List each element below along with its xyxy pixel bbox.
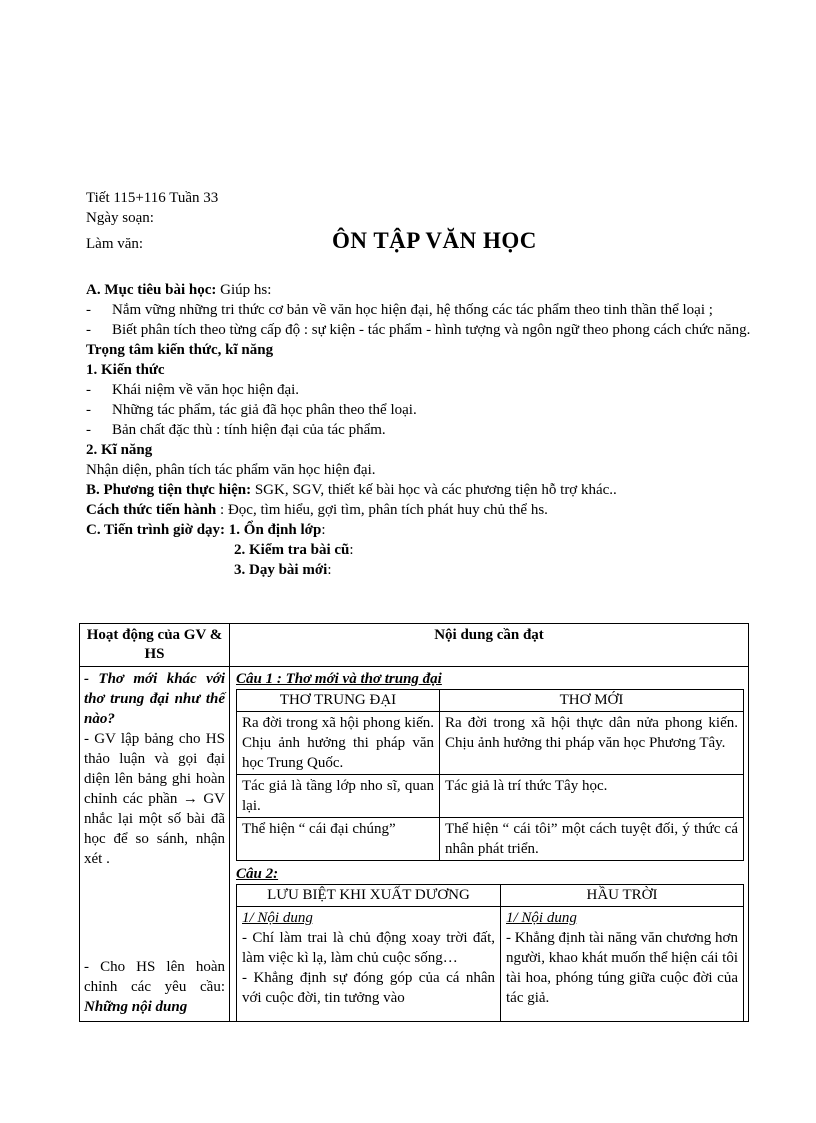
content-subheading: 1/ Nội dung	[506, 910, 577, 926]
content-subheading: 1/ Nội dung	[242, 910, 313, 926]
question-1-title: Câu 1 : Thơ mới và thơ trung đại	[236, 671, 442, 687]
step-1: 1. Ổn định lớp	[228, 522, 322, 538]
arrow-icon: →	[182, 791, 198, 807]
comparison-table-1	[236, 689, 744, 861]
title-row	[86, 228, 756, 262]
section-b-text: SGK, SGV, thiết kế bài học và các phương tiện hỗ trợ khác..	[251, 482, 617, 498]
activity-text: - GV lập bảng cho HS thảo luận và gọi đại diện lên bảng ghi hoàn chỉnh các phần → GV nhắc lại một số bài đã học để so sánh, nhận xét .	[84, 731, 225, 867]
focus-heading: Trọng tâm kiến thức, kĩ năng	[86, 342, 274, 358]
section-b-label: B. Phương tiện thực hiện:	[86, 482, 252, 498]
question-2-title: Câu 2:	[236, 866, 279, 882]
method-line	[86, 500, 756, 520]
step-2-line: 2. Kiểm tra bài cũ:	[234, 542, 354, 558]
header-right: THƠ MỚI	[440, 690, 744, 712]
section-a	[86, 280, 756, 300]
list-item: - Khái niệm về văn học hiện đại.	[86, 380, 756, 400]
col-header-content: Nội dung cần đạt	[230, 624, 749, 667]
header-right: HẦU TRỜI	[501, 885, 744, 907]
section-b	[86, 480, 756, 500]
list-item: - Những tác phẩm, tác giả đã học phân theo thể loại.	[86, 400, 756, 420]
question-1: - Thơ mới khác với thơ trung đại như thế nào?	[84, 671, 225, 727]
method-label: Cách thức tiến hành	[86, 502, 217, 518]
method-text: : Đọc, tìm hiểu, gợi tìm, phân tích phát huy chủ thể hs.	[216, 502, 548, 518]
section-a-label: A. Mục tiêu bài học:	[86, 282, 217, 298]
header-left: LƯU BIỆT KHI XUẤT DƯƠNG	[237, 885, 501, 907]
section-c-label: C. Tiến trình giờ dạy:	[86, 522, 229, 538]
list-item: - Khẳng định tài năng văn chương hơn người, khao khát muốn thể hiện cái tôi tài hoa, phóng túng giữa cuộc đời của tác giả.	[506, 930, 738, 1006]
table-row: Ra đời trong xã hội phong kiến. Chịu ảnh hưởng thi pháp văn học Trung Quốc. Ra đời trong xã hội thực dân nửa phong kiến. Chịu ảnh hưởng thi pháp văn học Phương Tây.	[237, 712, 744, 775]
table-row	[237, 907, 744, 1022]
lesson-period: Tiết 115+116 Tuần 33	[86, 190, 219, 206]
section-a-text: Giúp hs:	[216, 282, 272, 298]
list-item: - Chí làm trai là chủ động xoay trời đất, làm việc kì lạ, làm chủ cuộc sống…	[242, 930, 495, 966]
list-item: - Khẳng định sự đóng góp của cá nhân với cuộc đời, tin tưởng vào	[242, 970, 495, 1006]
activity-text-2: - Cho HS lên hoàn chỉnh các yêu cầu: Những nội dung	[84, 959, 225, 1015]
step-3-line: 3. Dạy bài mới:	[234, 562, 332, 578]
content-cell	[230, 667, 749, 1022]
page-title: ÔN TẬP VĂN HỌC	[332, 228, 537, 253]
prep-date: Ngày soạn:	[86, 210, 154, 226]
table-row: Tác giả là tầng lớp nho sĩ, quan lại. Tác giả là trí thức Tây học.	[237, 775, 744, 818]
header-left: THƠ TRUNG ĐẠI	[237, 690, 440, 712]
lesson-table	[79, 623, 749, 1022]
section-c: C. Tiến trình giờ dạy: 1. Ổn định lớp:	[86, 522, 326, 538]
list-item: - Bản chất đặc thù : tính hiện đại của tác phẩm.	[86, 420, 756, 440]
step-3: 3. Dạy bài mới	[234, 562, 328, 578]
list-item: - Nắm vững những tri thức cơ bản về văn học hiện đại, hệ thống các tác phẩm theo tinh thần thể loại ;	[86, 300, 756, 320]
document-page	[86, 188, 756, 580]
skill-heading: 2. Kĩ năng	[86, 442, 153, 458]
list-item: - Biết phân tích theo từng cấp độ : sự kiện - tác phẩm - hình tượng và ngôn ngữ theo phong cách chức năng.	[86, 320, 756, 340]
activity-cell	[80, 667, 230, 1022]
step-2: 2. Kiểm tra bài cũ	[234, 542, 350, 558]
knowledge-heading: 1. Kiến thức	[86, 362, 165, 378]
comparison-table-2	[236, 884, 744, 1021]
skill-text: Nhận diện, phân tích tác phẩm văn học hiện đại.	[86, 462, 376, 478]
col-header-activity: Hoạt động của GV & HS	[80, 624, 230, 667]
table-row: Thể hiện “ cái đại chúng” Thể hiện “ cái tôi” một cách tuyệt đối, ý thức cá nhân phát triển.	[237, 818, 744, 861]
subject-label: Làm văn:	[86, 236, 144, 252]
question-2: Những nội dung	[84, 999, 188, 1015]
